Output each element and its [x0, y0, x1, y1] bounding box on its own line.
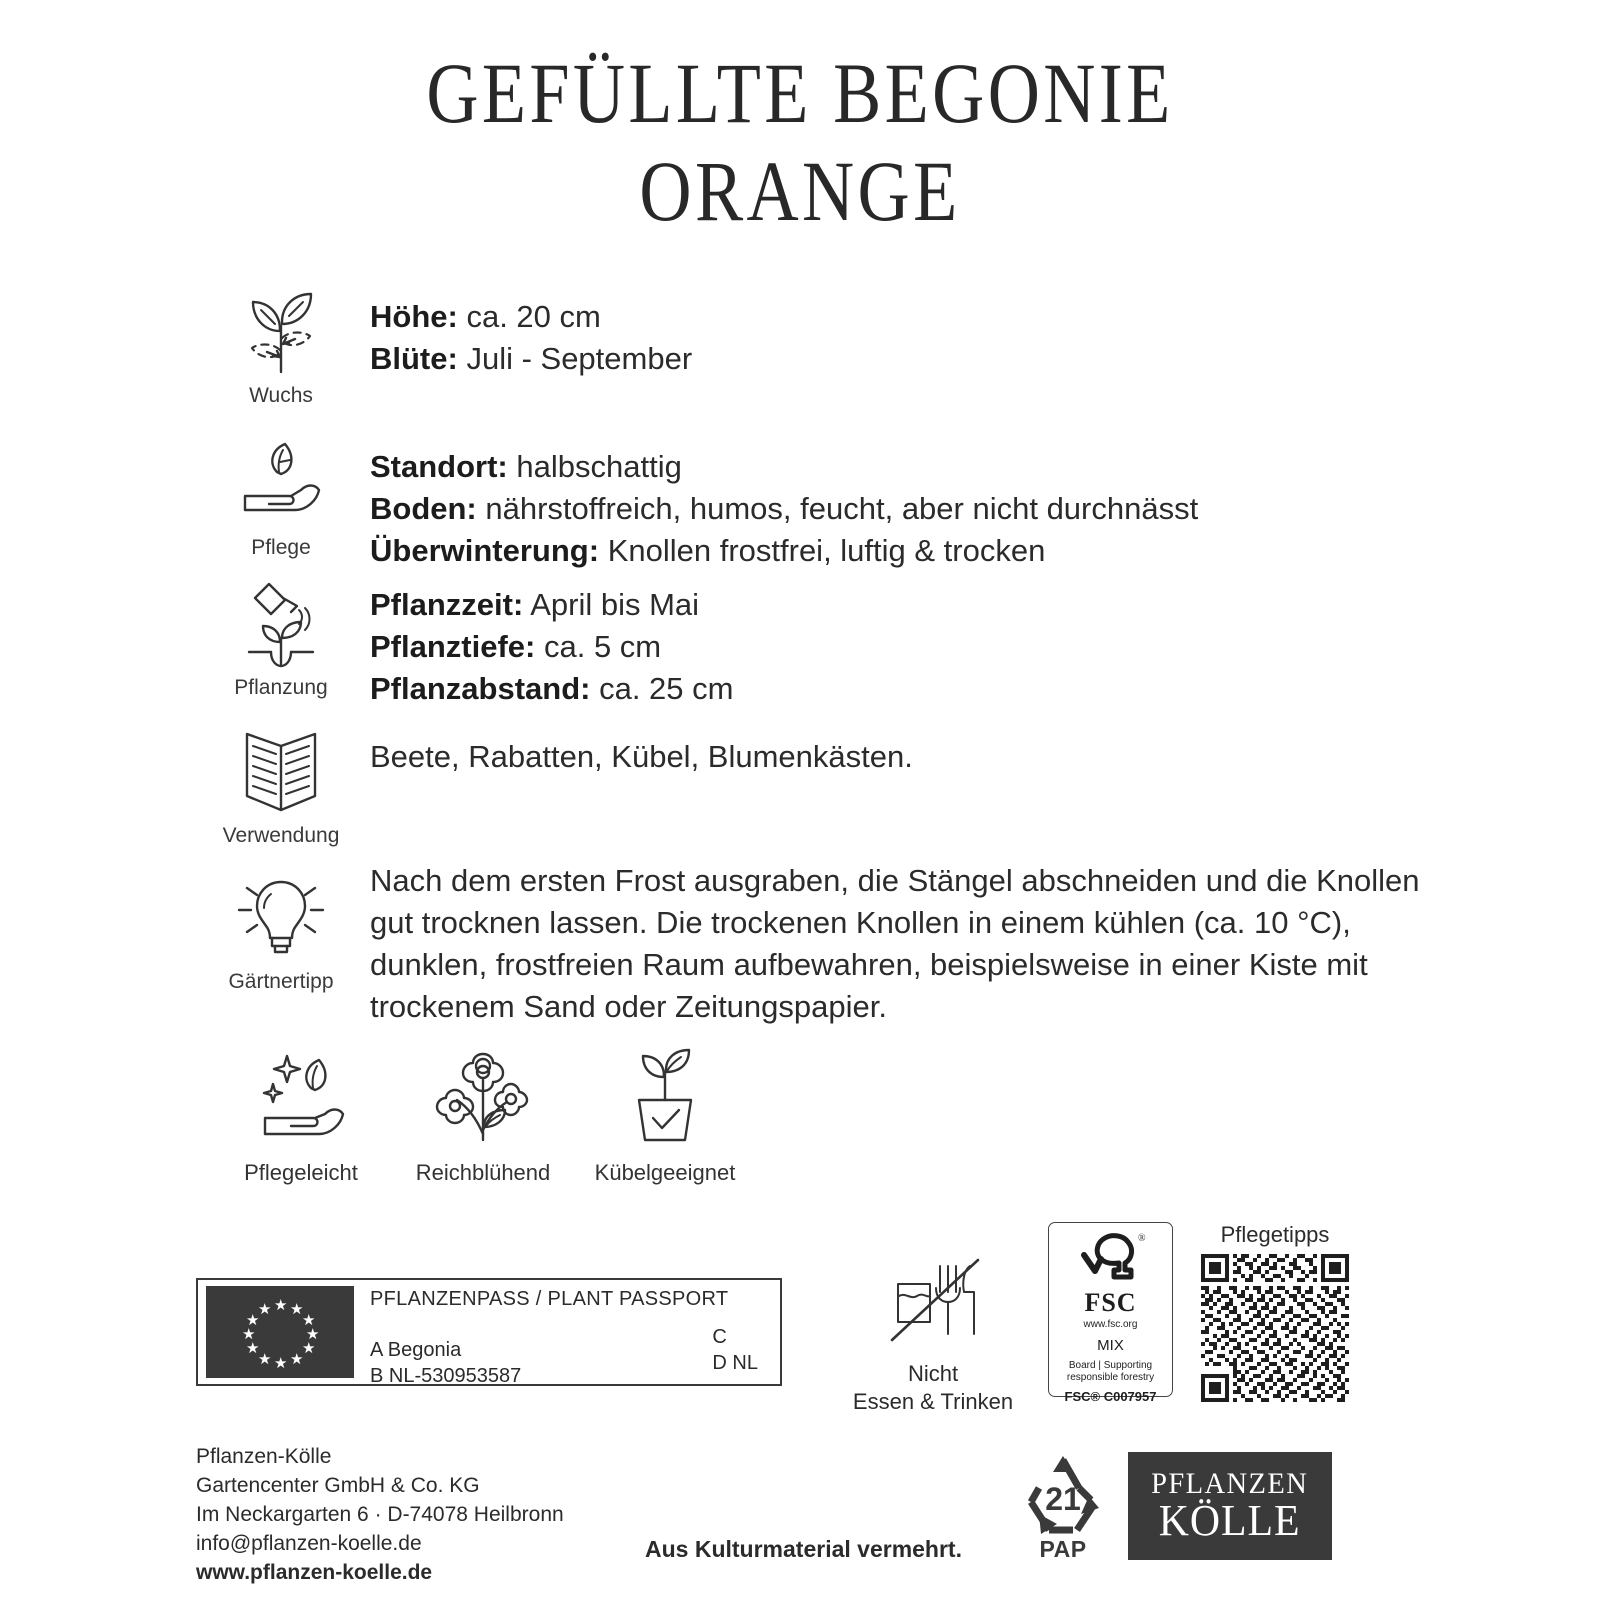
info-line	[370, 530, 1426, 572]
passport-a-line: A Begonia	[370, 1339, 462, 1361]
recycling-triangle-icon	[1015, 1452, 1111, 1538]
row-text	[366, 860, 1426, 1028]
watering-can-seedling-icon	[233, 578, 329, 670]
info-value: Beete, Rabatten, Kübel, Blumenkästen.	[370, 739, 913, 774]
potted-plant-check-icon	[613, 1040, 717, 1148]
brand-logo	[1128, 1452, 1332, 1560]
row-caption: Gärtnertipp	[228, 970, 334, 993]
recycling-badge	[1008, 1452, 1118, 1563]
row-caption: Pflege	[251, 536, 311, 559]
passport-details	[354, 1280, 780, 1387]
no-eat-drink-label	[853, 1360, 1013, 1416]
info-line	[370, 488, 1426, 530]
no-eat-line-1: Nicht	[907, 1361, 959, 1386]
info-rows	[196, 286, 1426, 1024]
fsc-description	[1067, 1360, 1154, 1384]
feature-kuebelgeeignet	[574, 1040, 756, 1186]
info-label: Überwinterung:	[370, 533, 600, 568]
recycling-number: 21	[1045, 1481, 1081, 1517]
info-value: nährstoffreich, humos, feucht, aber nicht durchnässt	[485, 491, 1199, 526]
company-street: Im Neckargarten 6 · D-74078 Heilbronn	[196, 1503, 564, 1526]
info-row-gaertnertipp	[196, 860, 1426, 1024]
info-value: Knollen frostfrei, luftig & trocken	[607, 533, 1046, 568]
feature-label: Pflegeleicht	[244, 1160, 358, 1185]
info-value: halbschattig	[516, 449, 682, 484]
feature-badges	[210, 1040, 756, 1186]
culture-note: Aus Kulturmaterial vermehrt.	[645, 1536, 962, 1562]
row-icon-wrap	[196, 286, 366, 408]
passport-d-line: D NL	[712, 1352, 758, 1374]
info-row-pflanzung	[196, 578, 1426, 718]
no-eat-drink-icon	[878, 1248, 988, 1352]
fsc-desc-line-2: responsible forestry	[1066, 1372, 1155, 1383]
row-caption: Wuchs	[249, 384, 313, 407]
info-line	[370, 446, 1426, 488]
brand-logo-line-1: PFLANZEN	[1151, 1467, 1309, 1500]
info-value: ca. 25 cm	[599, 671, 734, 706]
title-line-1: GEFÜLLTE BEGONIE	[426, 45, 1174, 141]
info-row-wuchs	[196, 286, 1426, 436]
lightbulb-icon	[231, 872, 331, 964]
company-name: Pflanzen-Kölle	[196, 1445, 332, 1468]
row-icon-wrap	[196, 860, 366, 994]
row-caption: Verwendung	[222, 824, 340, 847]
info-row-verwendung	[196, 718, 1426, 860]
info-value: Nach dem ersten Frost ausgraben, die Stängel abschneiden und die Knollen gut trocknen lassen. Die trockenen Knollen in einem kühlen (ca. 10 °C), dunklen, frostfreien Raum aufbewahren, beispielsweise in einer Kiste mit trockenem Sand oder Zeitungspapier.	[370, 863, 1420, 1024]
feature-label: Kübelgeeignet	[594, 1160, 736, 1185]
row-text	[366, 578, 1426, 710]
hand-sparkle-leaf-icon	[249, 1040, 353, 1148]
no-eat-drink-badge	[838, 1248, 1028, 1416]
fsc-license-code: FSC® C007957	[1064, 1389, 1157, 1404]
info-line	[370, 584, 1426, 626]
info-value: Juli - September	[466, 341, 693, 376]
page-title	[0, 44, 1600, 240]
info-label: Standort:	[370, 449, 508, 484]
row-text	[366, 436, 1426, 572]
qr-label: Pflegetipps	[1220, 1222, 1330, 1247]
eu-flag-icon: ★ ★ ★ ★ ★ ★ ★ ★ ★ ★ ★ ★	[206, 1286, 354, 1378]
title-line-2: ORANGE	[639, 143, 961, 239]
brand-logo-line-2: KÖLLE	[1159, 1496, 1301, 1545]
qr-code-icon[interactable]	[1201, 1254, 1349, 1402]
row-icon-wrap	[196, 578, 366, 700]
info-label: Pflanzzeit:	[370, 587, 524, 622]
svg-text:®: ®	[1137, 1233, 1146, 1244]
row-text	[366, 718, 1426, 778]
recycling-material-label: PAP	[1039, 1536, 1087, 1562]
care-tips-qr-block	[1196, 1222, 1354, 1402]
row-text	[366, 286, 1426, 380]
info-label: Boden:	[370, 491, 477, 526]
no-eat-line-2: Essen & Trinken	[852, 1389, 1014, 1414]
info-line	[370, 626, 1426, 668]
fsc-wordmark: FSC	[1084, 1288, 1137, 1317]
info-label: Höhe:	[370, 299, 458, 334]
company-legal: Gartencenter GmbH & Co. KG	[196, 1474, 480, 1497]
plant-growth-icon	[233, 286, 329, 378]
info-row-pflege	[196, 436, 1426, 578]
info-line	[370, 338, 1426, 380]
info-label: Pflanztiefe:	[370, 629, 536, 664]
passport-b-line: B NL-530953587	[370, 1365, 522, 1387]
info-value: ca. 5 cm	[543, 629, 662, 664]
feature-label: Reichblühend	[415, 1160, 551, 1185]
info-label: Blüte:	[370, 341, 458, 376]
row-caption: Pflanzung	[234, 676, 328, 699]
row-icon-wrap	[196, 718, 366, 848]
info-line	[370, 296, 1426, 338]
fsc-certification-badge	[1048, 1222, 1173, 1404]
company-email[interactable]: info@pflanzen-koelle.de	[196, 1532, 422, 1555]
feature-pflegeleicht	[210, 1040, 392, 1186]
info-value: April bis Mai	[530, 587, 700, 622]
passport-right-column	[712, 1324, 758, 1376]
plant-passport-box	[196, 1278, 782, 1386]
company-website[interactable]: www.pflanzen-koelle.de	[196, 1561, 433, 1584]
info-label: Pflanzabstand:	[370, 671, 591, 706]
passport-c-line: C	[712, 1326, 727, 1348]
fsc-desc-line-1: Board | Supporting	[1068, 1360, 1153, 1371]
company-address	[196, 1442, 564, 1587]
open-book-icon	[237, 726, 325, 818]
passport-heading: PFLANZENPASS / PLANT PASSPORT	[370, 1288, 729, 1310]
flowers-bouquet-icon	[431, 1040, 535, 1148]
info-value: ca. 20 cm	[466, 299, 601, 334]
info-line	[370, 668, 1426, 710]
row-icon-wrap	[196, 436, 366, 560]
feature-reichbluehend	[392, 1040, 574, 1186]
fsc-tree-checkmark-icon	[1074, 1229, 1148, 1287]
fsc-url: www.fsc.org	[1083, 1319, 1138, 1330]
fsc-mix-label: MIX	[1097, 1337, 1124, 1354]
hand-leaf-care-icon	[233, 438, 329, 530]
